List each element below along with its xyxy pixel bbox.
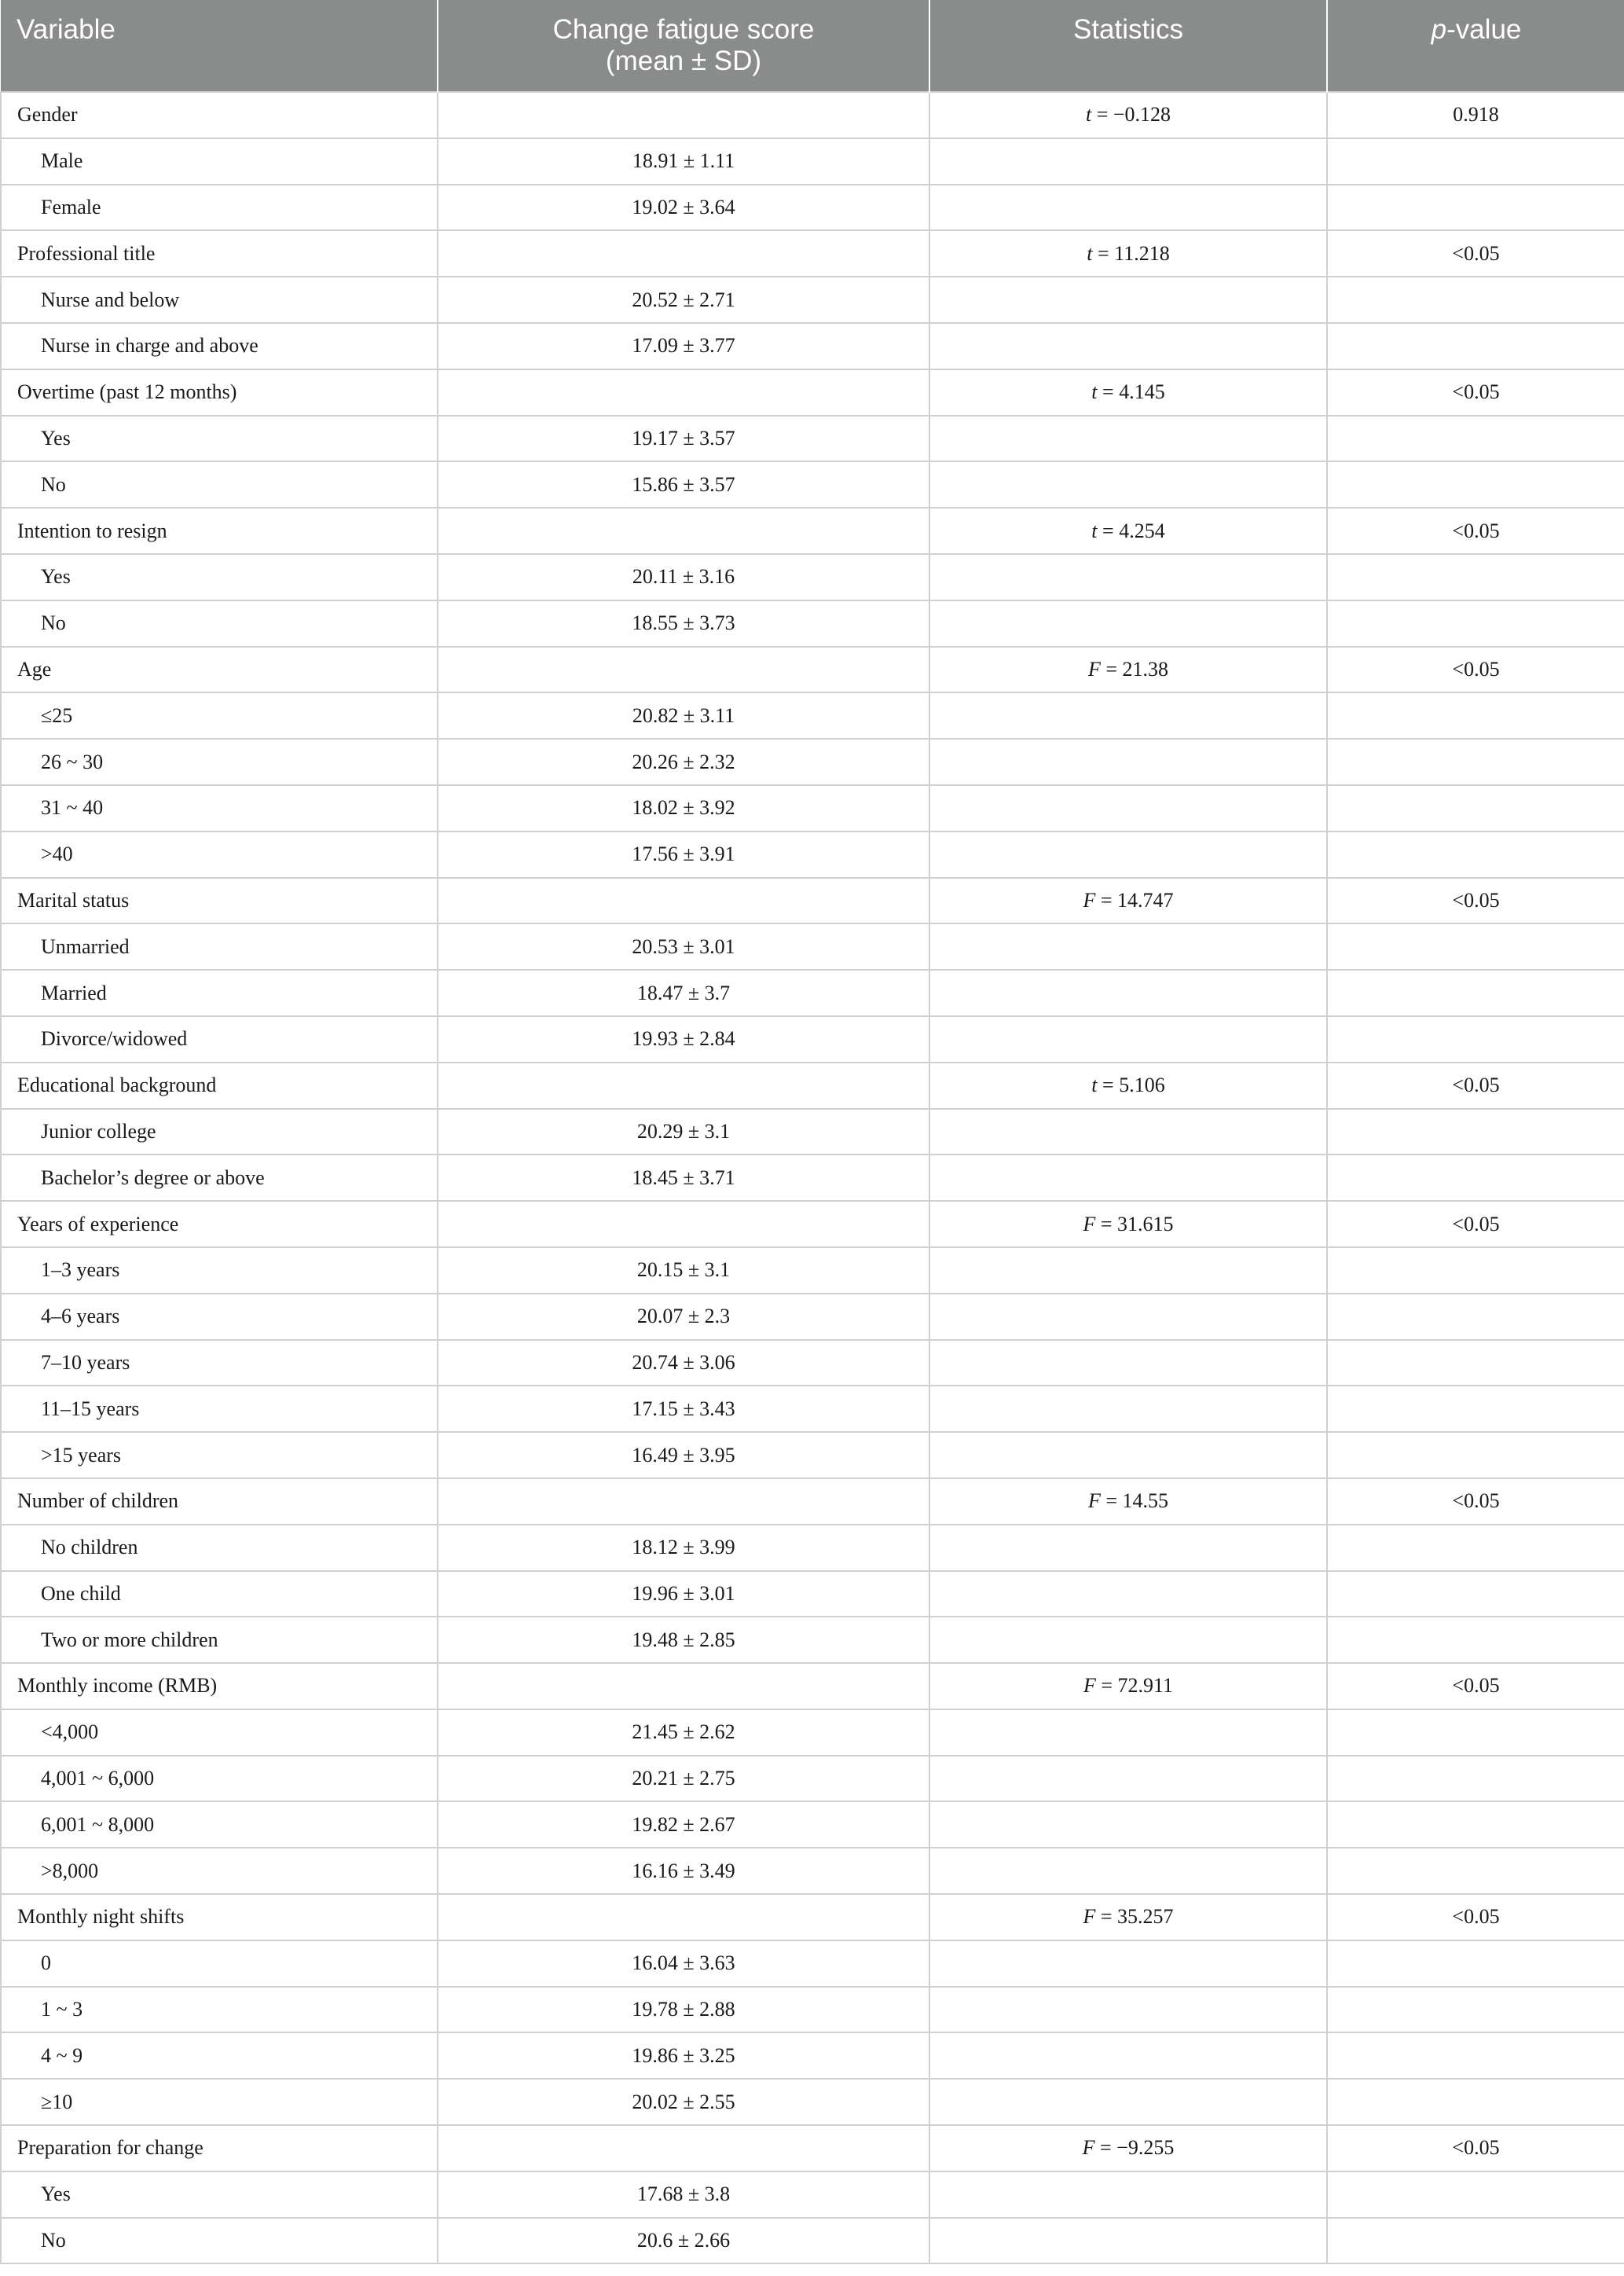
variable-cell: Number of children <box>1 1478 438 1525</box>
mean-sd-cell: 18.55 ± 3.73 <box>438 600 929 647</box>
variable-cell: Monthly income (RMB) <box>1 1663 438 1709</box>
empty-cell <box>929 1247 1327 1294</box>
empty-cell <box>1327 1940 1624 1987</box>
empty-cell <box>1327 970 1624 1016</box>
table-row <box>1 1247 1624 1294</box>
statistic-value: = 11.218 <box>1092 241 1170 265</box>
empty-cell <box>1327 1617 1624 1663</box>
table-row <box>1 831 1624 878</box>
statistic-letter: F <box>1083 1905 1096 1929</box>
mean-sd-cell: 20.07 ± 2.3 <box>438 1294 929 1340</box>
subgroup-label-cell: Yes <box>1 2171 438 2218</box>
subgroup-label-cell: No <box>1 2218 438 2264</box>
statistic-letter: t <box>1091 519 1098 542</box>
subgroup-label-cell: ≤25 <box>1 692 438 739</box>
subgroup-label-cell: >15 years <box>1 1432 438 1478</box>
table-row <box>1 1432 1624 1478</box>
table-row <box>1 1848 1624 1894</box>
statistic-letter: F <box>1087 1489 1101 1513</box>
mean-sd-cell: 20.82 ± 3.11 <box>438 692 929 739</box>
header-variable: Variable <box>1 0 438 92</box>
table-row <box>1 1340 1624 1386</box>
empty-cell <box>1327 739 1624 785</box>
subgroup-label-cell: ≥10 <box>1 2079 438 2125</box>
subgroup-label-cell: Nurse in charge and above <box>1 323 438 369</box>
subgroup-label-cell: Male <box>1 138 438 185</box>
statistic-cell <box>929 1663 1327 1709</box>
subgroup-label-cell: Two or more children <box>1 1617 438 1663</box>
variable-cell: Monthly night shifts <box>1 1894 438 1940</box>
empty-cell <box>929 138 1327 185</box>
statistic-letter: t <box>1091 380 1098 404</box>
table-row <box>1 1386 1624 1432</box>
empty-cell <box>1327 2032 1624 2079</box>
empty-cell <box>929 2171 1327 2218</box>
empty-cell <box>1327 461 1624 508</box>
subgroup-label-cell: 26 ~ 30 <box>1 739 438 785</box>
empty-cell <box>438 647 929 693</box>
variable-cell: Overtime (past 12 months) <box>1 369 438 416</box>
table-row <box>1 277 1624 323</box>
statistic-cell <box>929 508 1327 554</box>
mean-sd-cell: 19.17 ± 3.57 <box>438 416 929 462</box>
table-row <box>1 970 1624 1016</box>
variable-cell: Marital status <box>1 878 438 924</box>
empty-cell <box>929 692 1327 739</box>
subgroup-label-cell: <4,000 <box>1 1709 438 1756</box>
empty-cell <box>929 323 1327 369</box>
empty-cell <box>929 416 1327 462</box>
table-row <box>1 1940 1624 1987</box>
empty-cell <box>929 1432 1327 1478</box>
statistic-value: = 21.38 <box>1100 657 1169 681</box>
statistic-letter: F <box>1082 2136 1095 2160</box>
table-row-category <box>1 508 1624 554</box>
empty-cell <box>438 230 929 277</box>
empty-cell <box>438 1478 929 1525</box>
mean-sd-cell: 19.78 ± 2.88 <box>438 1987 929 2033</box>
empty-cell <box>929 554 1327 600</box>
table-row <box>1 600 1624 647</box>
subgroup-label-cell: One child <box>1 1571 438 1617</box>
mean-sd-cell: 18.45 ± 3.71 <box>438 1155 929 1201</box>
empty-cell <box>438 92 929 138</box>
mean-sd-cell: 18.12 ± 3.99 <box>438 1525 929 1571</box>
table-row <box>1 416 1624 462</box>
mean-sd-cell: 18.47 ± 3.7 <box>438 970 929 1016</box>
p-value-cell: <0.05 <box>1327 1663 1624 1709</box>
header-change-fatigue-line1: Change fatigue score <box>552 14 815 45</box>
empty-cell <box>1327 1294 1624 1340</box>
table-row <box>1 923 1624 970</box>
p-value-cell: <0.05 <box>1327 1478 1624 1525</box>
table-row <box>1 739 1624 785</box>
empty-cell <box>1327 600 1624 647</box>
subgroup-label-cell: >40 <box>1 831 438 878</box>
empty-cell <box>1327 1848 1624 1894</box>
table-row <box>1 1571 1624 1617</box>
empty-cell <box>929 600 1327 647</box>
subgroup-label-cell: Yes <box>1 416 438 462</box>
empty-cell <box>1327 1432 1624 1478</box>
empty-cell <box>1327 554 1624 600</box>
subgroup-label-cell: Unmarried <box>1 923 438 970</box>
table-row <box>1 461 1624 508</box>
empty-cell <box>929 923 1327 970</box>
table-row-category <box>1 1201 1624 1247</box>
mean-sd-cell: 20.02 ± 2.55 <box>438 2079 929 2125</box>
empty-cell <box>1327 323 1624 369</box>
header-change-fatigue <box>438 0 929 92</box>
subgroup-label-cell: 1–3 years <box>1 1247 438 1294</box>
empty-cell <box>929 1525 1327 1571</box>
empty-cell <box>929 185 1327 231</box>
table-row <box>1 1987 1624 2033</box>
subgroup-label-cell: 4 ~ 9 <box>1 2032 438 2079</box>
mean-sd-cell: 19.82 ± 2.67 <box>438 1801 929 1848</box>
empty-cell <box>1327 2171 1624 2218</box>
table-row-category <box>1 1663 1624 1709</box>
empty-cell <box>929 2218 1327 2264</box>
table-row <box>1 785 1624 831</box>
subgroup-label-cell: Divorce/widowed <box>1 1016 438 1063</box>
statistic-cell <box>929 1201 1327 1247</box>
statistic-cell <box>929 1063 1327 1109</box>
empty-cell <box>929 1709 1327 1756</box>
mean-sd-cell: 20.74 ± 3.06 <box>438 1340 929 1386</box>
empty-cell <box>1327 1756 1624 1802</box>
statistic-value: = 31.615 <box>1095 1212 1174 1235</box>
subgroup-label-cell: 7–10 years <box>1 1340 438 1386</box>
variable-cell: Gender <box>1 92 438 138</box>
empty-cell <box>929 739 1327 785</box>
empty-cell <box>1327 185 1624 231</box>
table-row <box>1 2171 1624 2218</box>
table-row <box>1 2218 1624 2264</box>
empty-cell <box>929 2079 1327 2125</box>
table-row <box>1 692 1624 739</box>
empty-cell <box>1327 2218 1624 2264</box>
empty-cell <box>438 508 929 554</box>
table-row <box>1 1109 1624 1155</box>
statistic-cell <box>929 369 1327 416</box>
statistic-letter: F <box>1083 888 1096 912</box>
statistic-cell <box>929 1478 1327 1525</box>
variable-cell: Age <box>1 647 438 693</box>
table-row <box>1 1709 1624 1756</box>
table-row-category <box>1 369 1624 416</box>
statistic-cell <box>929 647 1327 693</box>
subgroup-label-cell: >8,000 <box>1 1848 438 1894</box>
mean-sd-cell: 20.53 ± 3.01 <box>438 923 929 970</box>
statistic-cell <box>929 230 1327 277</box>
empty-cell <box>438 369 929 416</box>
mean-sd-cell: 20.52 ± 2.71 <box>438 277 929 323</box>
p-value-cell: 0.918 <box>1327 92 1624 138</box>
variable-cell: Professional title <box>1 230 438 277</box>
empty-cell <box>1327 1386 1624 1432</box>
p-value-cell: <0.05 <box>1327 647 1624 693</box>
empty-cell <box>929 1987 1327 2033</box>
empty-cell <box>929 1155 1327 1201</box>
statistic-cell <box>929 2125 1327 2171</box>
table-row <box>1 1801 1624 1848</box>
p-value-cell: <0.05 <box>1327 878 1624 924</box>
statistic-letter: F <box>1087 657 1101 681</box>
subgroup-label-cell: Married <box>1 970 438 1016</box>
p-value-cell: <0.05 <box>1327 1063 1624 1109</box>
mean-sd-cell: 18.02 ± 3.92 <box>438 785 929 831</box>
statistic-cell <box>929 1894 1327 1940</box>
subgroup-label-cell: 0 <box>1 1940 438 1987</box>
mean-sd-cell: 16.16 ± 3.49 <box>438 1848 929 1894</box>
statistic-value: = 5.106 <box>1097 1074 1165 1097</box>
variable-cell: Preparation for change <box>1 2125 438 2171</box>
empty-cell <box>1327 1155 1624 1201</box>
statistic-letter: t <box>1091 1074 1098 1097</box>
subgroup-label-cell: 11–15 years <box>1 1386 438 1432</box>
table-row <box>1 1294 1624 1340</box>
table-row <box>1 2079 1624 2125</box>
empty-cell <box>929 2032 1327 2079</box>
statistic-value: = 72.911 <box>1095 1674 1174 1698</box>
empty-cell <box>1327 692 1624 739</box>
statistic-value: = −0.128 <box>1091 103 1171 127</box>
empty-cell <box>929 461 1327 508</box>
empty-cell <box>929 1386 1327 1432</box>
empty-cell <box>438 1894 929 1940</box>
mean-sd-cell: 20.11 ± 3.16 <box>438 554 929 600</box>
empty-cell <box>1327 1709 1624 1756</box>
empty-cell <box>438 2125 929 2171</box>
table-row-category <box>1 1063 1624 1109</box>
empty-cell <box>929 785 1327 831</box>
statistic-letter: F <box>1083 1212 1096 1235</box>
statistic-value: = −9.255 <box>1094 2136 1175 2160</box>
statistic-value: = 4.145 <box>1097 380 1165 404</box>
header-p-value <box>1327 0 1624 92</box>
mean-sd-cell: 19.93 ± 2.84 <box>438 1016 929 1063</box>
table-row-category <box>1 647 1624 693</box>
subgroup-label-cell: Junior college <box>1 1109 438 1155</box>
table-row-category <box>1 1478 1624 1525</box>
empty-cell <box>1327 923 1624 970</box>
table-body <box>1 92 1624 2263</box>
subgroup-label-cell: 31 ~ 40 <box>1 785 438 831</box>
subgroup-label-cell: Bachelor’s degree or above <box>1 1155 438 1201</box>
mean-sd-cell: 20.15 ± 3.1 <box>438 1247 929 1294</box>
mean-sd-cell: 16.49 ± 3.95 <box>438 1432 929 1478</box>
empty-cell <box>929 1756 1327 1802</box>
empty-cell <box>1327 416 1624 462</box>
empty-cell <box>438 1063 929 1109</box>
statistic-value: = 4.254 <box>1097 519 1165 542</box>
empty-cell <box>929 831 1327 878</box>
empty-cell <box>929 970 1327 1016</box>
subgroup-label-cell: Female <box>1 185 438 231</box>
empty-cell <box>1327 2079 1624 2125</box>
p-value-cell: <0.05 <box>1327 1894 1624 1940</box>
variable-cell: Educational background <box>1 1063 438 1109</box>
mean-sd-cell: 21.45 ± 2.62 <box>438 1709 929 1756</box>
table-row <box>1 138 1624 185</box>
subgroup-label-cell: 4,001 ~ 6,000 <box>1 1756 438 1802</box>
mean-sd-cell: 19.86 ± 3.25 <box>438 2032 929 2079</box>
table-row-category <box>1 230 1624 277</box>
header-statistics: Statistics <box>929 0 1327 92</box>
p-value-cell: <0.05 <box>1327 369 1624 416</box>
subgroup-label-cell: 6,001 ~ 8,000 <box>1 1801 438 1848</box>
empty-cell <box>438 878 929 924</box>
empty-cell <box>929 1109 1327 1155</box>
empty-cell <box>1327 277 1624 323</box>
table-row-category <box>1 92 1624 138</box>
empty-cell <box>1327 831 1624 878</box>
subgroup-label-cell: No children <box>1 1525 438 1571</box>
variable-cell: Years of experience <box>1 1201 438 1247</box>
mean-sd-cell: 16.04 ± 3.63 <box>438 1940 929 1987</box>
mean-sd-cell: 17.15 ± 3.43 <box>438 1386 929 1432</box>
empty-cell <box>929 1016 1327 1063</box>
empty-cell <box>929 1340 1327 1386</box>
empty-cell <box>929 1294 1327 1340</box>
mean-sd-cell: 19.02 ± 3.64 <box>438 185 929 231</box>
empty-cell <box>1327 785 1624 831</box>
empty-cell <box>1327 1987 1624 2033</box>
table-header <box>1 0 1624 92</box>
mean-sd-cell: 20.21 ± 2.75 <box>438 1756 929 1802</box>
statistic-value: = 35.257 <box>1095 1905 1174 1929</box>
empty-cell <box>929 1571 1327 1617</box>
empty-cell <box>929 1940 1327 1987</box>
variable-cell: Intention to resign <box>1 508 438 554</box>
mean-sd-cell: 17.56 ± 3.91 <box>438 831 929 878</box>
table-row <box>1 1155 1624 1201</box>
statistic-value: = 14.747 <box>1095 888 1174 912</box>
statistic-cell <box>929 878 1327 924</box>
empty-cell <box>1327 1016 1624 1063</box>
table-row <box>1 1756 1624 1802</box>
subgroup-label-cell: Nurse and below <box>1 277 438 323</box>
empty-cell <box>929 277 1327 323</box>
empty-cell <box>1327 1571 1624 1617</box>
statistic-cell <box>929 92 1327 138</box>
subgroup-label-cell: Yes <box>1 554 438 600</box>
subgroup-label-cell: 1 ~ 3 <box>1 1987 438 2033</box>
empty-cell <box>1327 1109 1624 1155</box>
empty-cell <box>1327 1801 1624 1848</box>
statistic-value: = 14.55 <box>1100 1489 1169 1513</box>
statistic-letter: t <box>1085 103 1092 127</box>
mean-sd-cell: 19.96 ± 3.01 <box>438 1571 929 1617</box>
empty-cell <box>1327 138 1624 185</box>
table-row <box>1 554 1624 600</box>
empty-cell <box>1327 1525 1624 1571</box>
table-row <box>1 2032 1624 2079</box>
table-row-category <box>1 878 1624 924</box>
statistic-letter: F <box>1083 1674 1096 1698</box>
table-row-category <box>1 1894 1624 1940</box>
empty-cell <box>438 1663 929 1709</box>
header-change-fatigue-line2: (mean ± SD) <box>605 46 762 76</box>
empty-cell <box>929 1617 1327 1663</box>
p-value-cell: <0.05 <box>1327 230 1624 277</box>
subgroup-label-cell: No <box>1 461 438 508</box>
empty-cell <box>1327 1340 1624 1386</box>
empty-cell <box>438 1201 929 1247</box>
table-row <box>1 1016 1624 1063</box>
mean-sd-cell: 19.48 ± 2.85 <box>438 1617 929 1663</box>
table-row <box>1 1617 1624 1663</box>
header-p-italic: p <box>1431 14 1447 45</box>
table-row <box>1 323 1624 369</box>
header-row <box>1 0 1624 92</box>
p-value-cell: <0.05 <box>1327 2125 1624 2171</box>
mean-sd-cell: 18.91 ± 1.11 <box>438 138 929 185</box>
table-row <box>1 1525 1624 1571</box>
header-p-rest: -value <box>1446 14 1522 45</box>
p-value-cell: <0.05 <box>1327 508 1624 554</box>
empty-cell <box>929 1801 1327 1848</box>
mean-sd-cell: 15.86 ± 3.57 <box>438 461 929 508</box>
subgroup-label-cell: 4–6 years <box>1 1294 438 1340</box>
mean-sd-cell: 17.09 ± 3.77 <box>438 323 929 369</box>
table-row-category <box>1 2125 1624 2171</box>
table-row <box>1 185 1624 231</box>
mean-sd-cell: 17.68 ± 3.8 <box>438 2171 929 2218</box>
statistic-letter: t <box>1087 241 1093 265</box>
mean-sd-cell: 20.26 ± 2.32 <box>438 739 929 785</box>
mean-sd-cell: 20.6 ± 2.66 <box>438 2218 929 2264</box>
mean-sd-cell: 20.29 ± 3.1 <box>438 1109 929 1155</box>
empty-cell <box>1327 1247 1624 1294</box>
subgroup-label-cell: No <box>1 600 438 647</box>
p-value-cell: <0.05 <box>1327 1201 1624 1247</box>
empty-cell <box>929 1848 1327 1894</box>
